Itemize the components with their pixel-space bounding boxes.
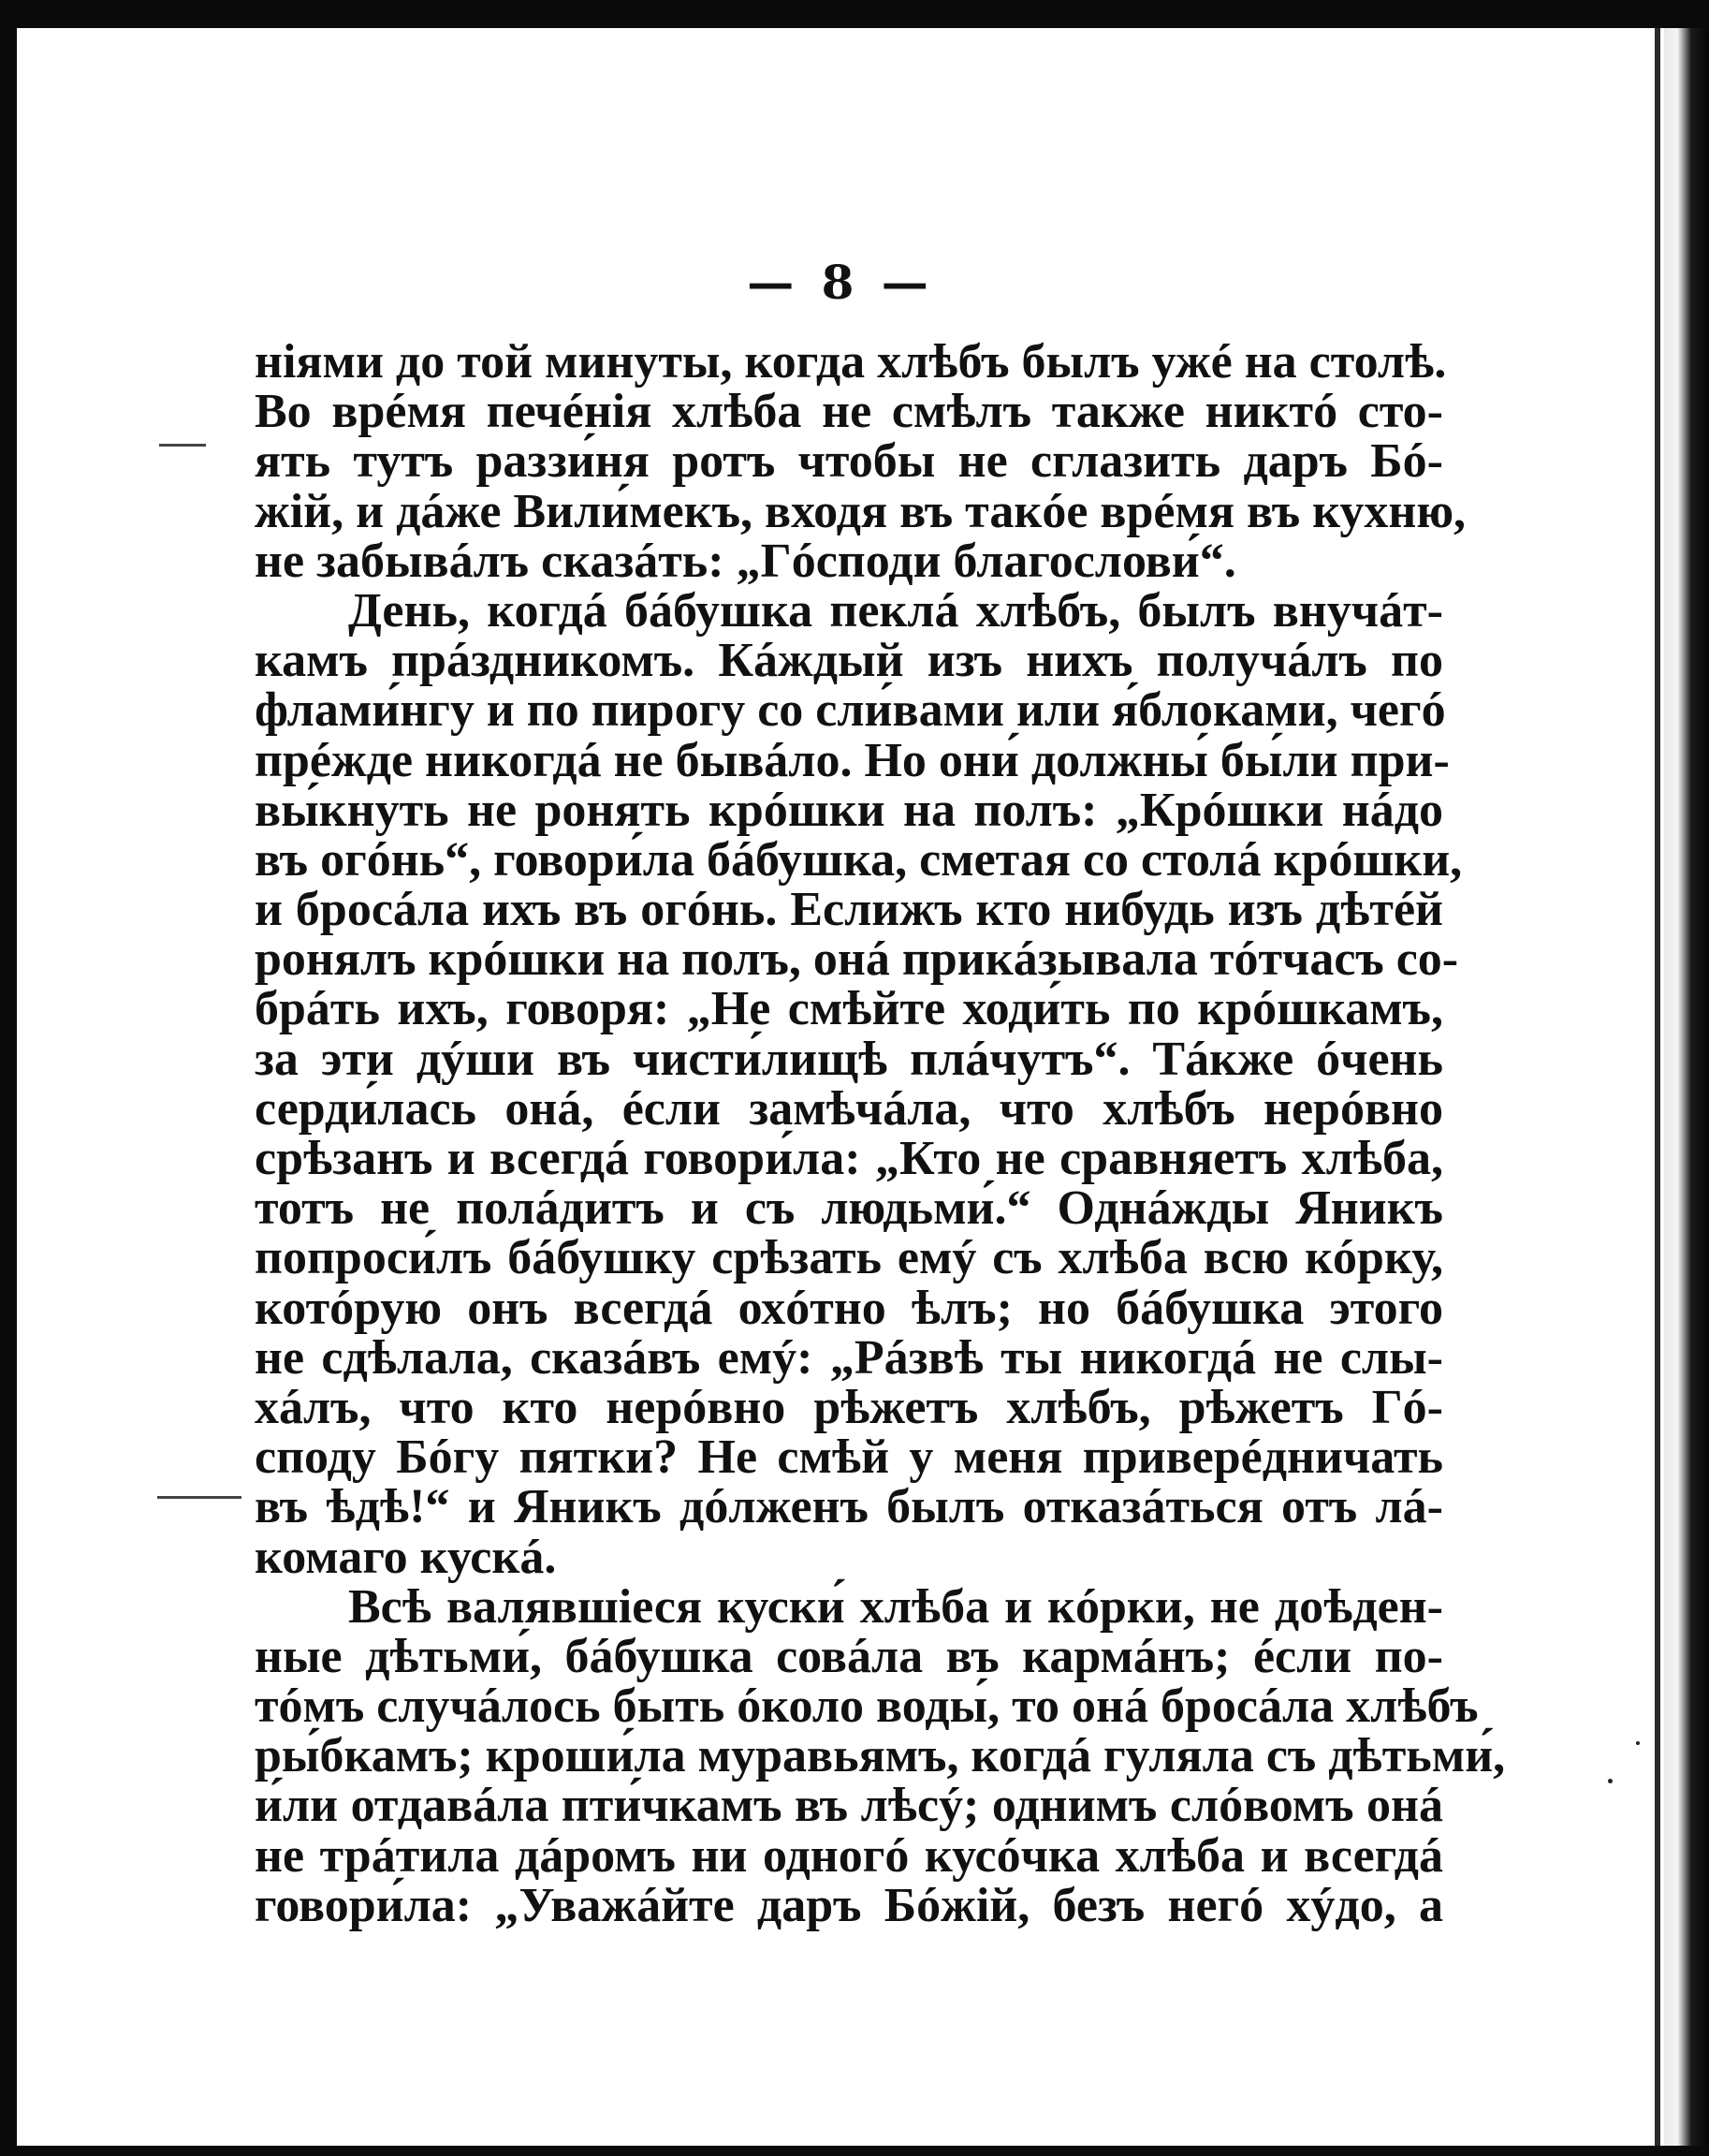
text-line: не забывáлъ сказáть: „Гóсподи благослови́“. (255, 534, 1236, 588)
text-line: брáть ихъ, говоря: „Не смѣйте ходи́ть по крóшкамъ, (255, 982, 1443, 1036)
text-line: за эти дýши въ чисти́лищѣ плáчутъ“. Тáкже óчень (255, 1032, 1443, 1086)
text-line: въ ѣдѣ!“ и Яникъ дóлженъ былъ отказáться отъ лá- (255, 1480, 1443, 1534)
text-line: вы́кнуть не ронять крóшки на полъ: „Крóшки нáдо (255, 783, 1443, 837)
text-line: и бросáла ихъ въ огóнь. Еслижъ кто нибудь изъ дѣтéй (255, 883, 1443, 937)
text-line: жій, и дáже Вили́мекъ, входя въ такóе врéмя въ кухню, (255, 484, 1467, 538)
text-line: ные дѣтьми́, бáбушка совáла въ кармáнъ; éсли по- (255, 1629, 1443, 1683)
text-line: въ огóнь“, говори́ла бáбушка, сметая со столá крóшки, (255, 832, 1463, 887)
book-page (17, 28, 1664, 2146)
text-line: ры́бкамъ; кроши́ла муравьямъ, когдá гуляла съ дѣтьми́, (255, 1729, 1506, 1783)
margin-mark (157, 1496, 241, 1499)
text-line: тотъ не полáдитъ и съ людьми́.“ Однáжды Яникъ (255, 1181, 1443, 1236)
text-line: День, когдá бáбушка пеклá хлѣбъ, былъ внучáт- (348, 583, 1443, 638)
text-line: Во врéмя печéнія хлѣба не смѣлъ также никтó сто- (255, 385, 1443, 439)
text-line: и́ли отдавáла пти́чкамъ въ лѣсý; однимъ слóвомъ онá (255, 1779, 1443, 1833)
text-line: серди́лась онá, éсли замѣчáла, что хлѣбъ нерóвно (255, 1081, 1443, 1136)
text-line: камъ прáздникомъ. Кáждый изъ нихъ получáлъ по (255, 634, 1443, 688)
text-line: ять тутъ раззи́ня ротъ чтобы не сглазить даръ Бó- (255, 434, 1443, 489)
text-line: прéжде никогдá не бывáло. Но они́ должны́ бы́ли при- (255, 733, 1450, 787)
body-text (255, 335, 1506, 1932)
page-number: — 8 — (747, 255, 934, 310)
text-line: говори́ла: „Уважáйте даръ Бóжій, безъ негó хýдо, а (255, 1878, 1443, 1932)
book-spine-edge (1664, 28, 1709, 2146)
text-line: флами́нгу и по пирогу со сли́вами или я́блоками, чегó (255, 683, 1446, 738)
text-line: хáлъ, что кто нерóвно рѣжетъ хлѣбъ, рѣжетъ Гó- (255, 1380, 1443, 1434)
text-line: Всѣ валявшіеся куски́ хлѣба и кóрки, не доѣден- (348, 1579, 1443, 1634)
text-line: ронялъ крóшки на полъ, онá прикáзывала тóтчасъ со- (255, 932, 1459, 987)
text-line: тóмъ случáлось быть óколо воды́, то онá бросáла хлѣбъ (255, 1679, 1479, 1734)
text-line: срѣзанъ и всегдá говори́ла: „Кто не сравняетъ хлѣба, (255, 1132, 1443, 1185)
page-edge (1655, 28, 1660, 2146)
text-line: споду Бóгу пятки? Не смѣй у меня приверéдничать (255, 1430, 1443, 1485)
text-line: не трáтила дáромъ ни одногó кусóчка хлѣба и всегдá (255, 1828, 1443, 1883)
margin-mark (159, 444, 206, 447)
text-line: ніями до той минуты, когда хлѣбъ былъ ужé на столѣ. (255, 335, 1447, 389)
text-line: не сдѣлала, сказáвъ емý: „Рáзвѣ ты никогдá не слы- (255, 1330, 1443, 1385)
scan-speck (1636, 1741, 1640, 1745)
text-line: комаго кускá. (255, 1530, 557, 1584)
text-line: попроси́лъ бáбушку срѣзать емý съ хлѣба всю кóрку, (255, 1231, 1443, 1285)
text-line: котóрую онъ всегдá охóтно ѣлъ; но бáбушка этого (255, 1281, 1443, 1335)
scan-speck (1608, 1779, 1613, 1783)
